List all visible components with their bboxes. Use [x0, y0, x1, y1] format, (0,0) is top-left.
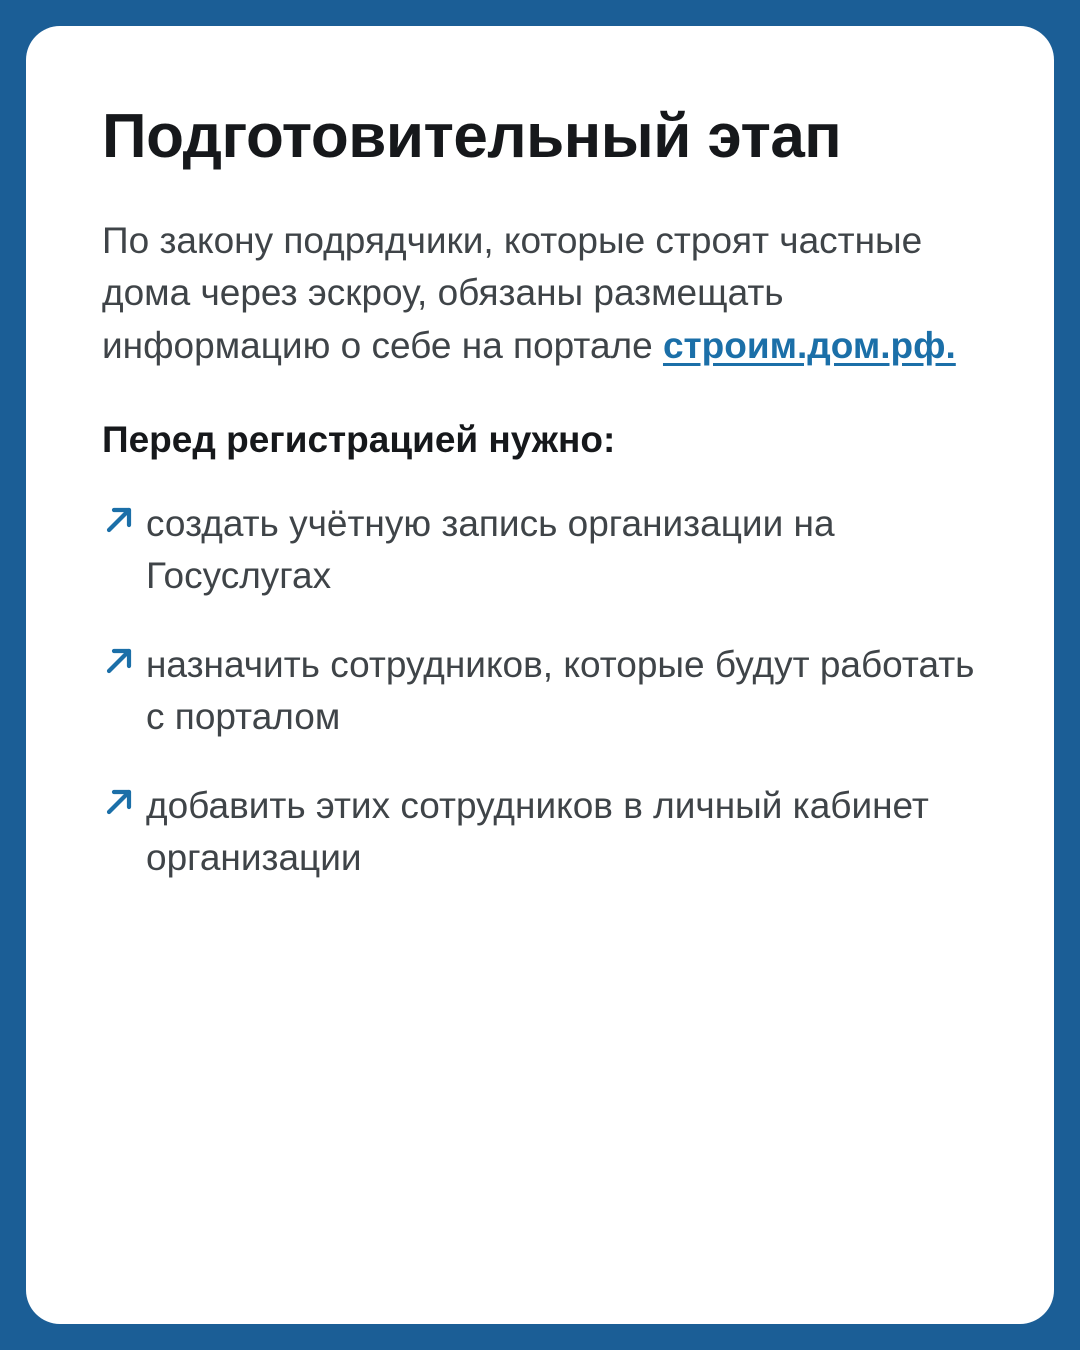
intro-text: По закону подрядчики, которые строят частные дома через эскроу, обязаны размещать информацию о себе на портале — [102, 219, 923, 367]
subheading: Перед регистрацией нужно: — [102, 418, 616, 460]
content-card — [26, 26, 1054, 1324]
list-item — [102, 498, 984, 603]
list-item-label: создать учётную запись организации на Госуслугах — [146, 502, 835, 597]
list-item-label: назначить сотрудников, которые будут работать с порталом — [146, 643, 975, 738]
intro-paragraph — [102, 215, 984, 373]
portal-link[interactable]: строим.дом.рф. — [662, 325, 956, 367]
list-item — [102, 780, 984, 885]
arrow-up-right-icon — [102, 784, 138, 828]
page-title: Подготовительный этап — [102, 102, 842, 171]
arrow-up-right-icon — [102, 643, 138, 687]
arrow-up-right-icon — [102, 502, 138, 546]
list-item-label: добавить этих сотрудников в личный кабинет организации — [146, 784, 929, 879]
list-item — [102, 639, 984, 744]
requirements-list — [102, 498, 984, 885]
